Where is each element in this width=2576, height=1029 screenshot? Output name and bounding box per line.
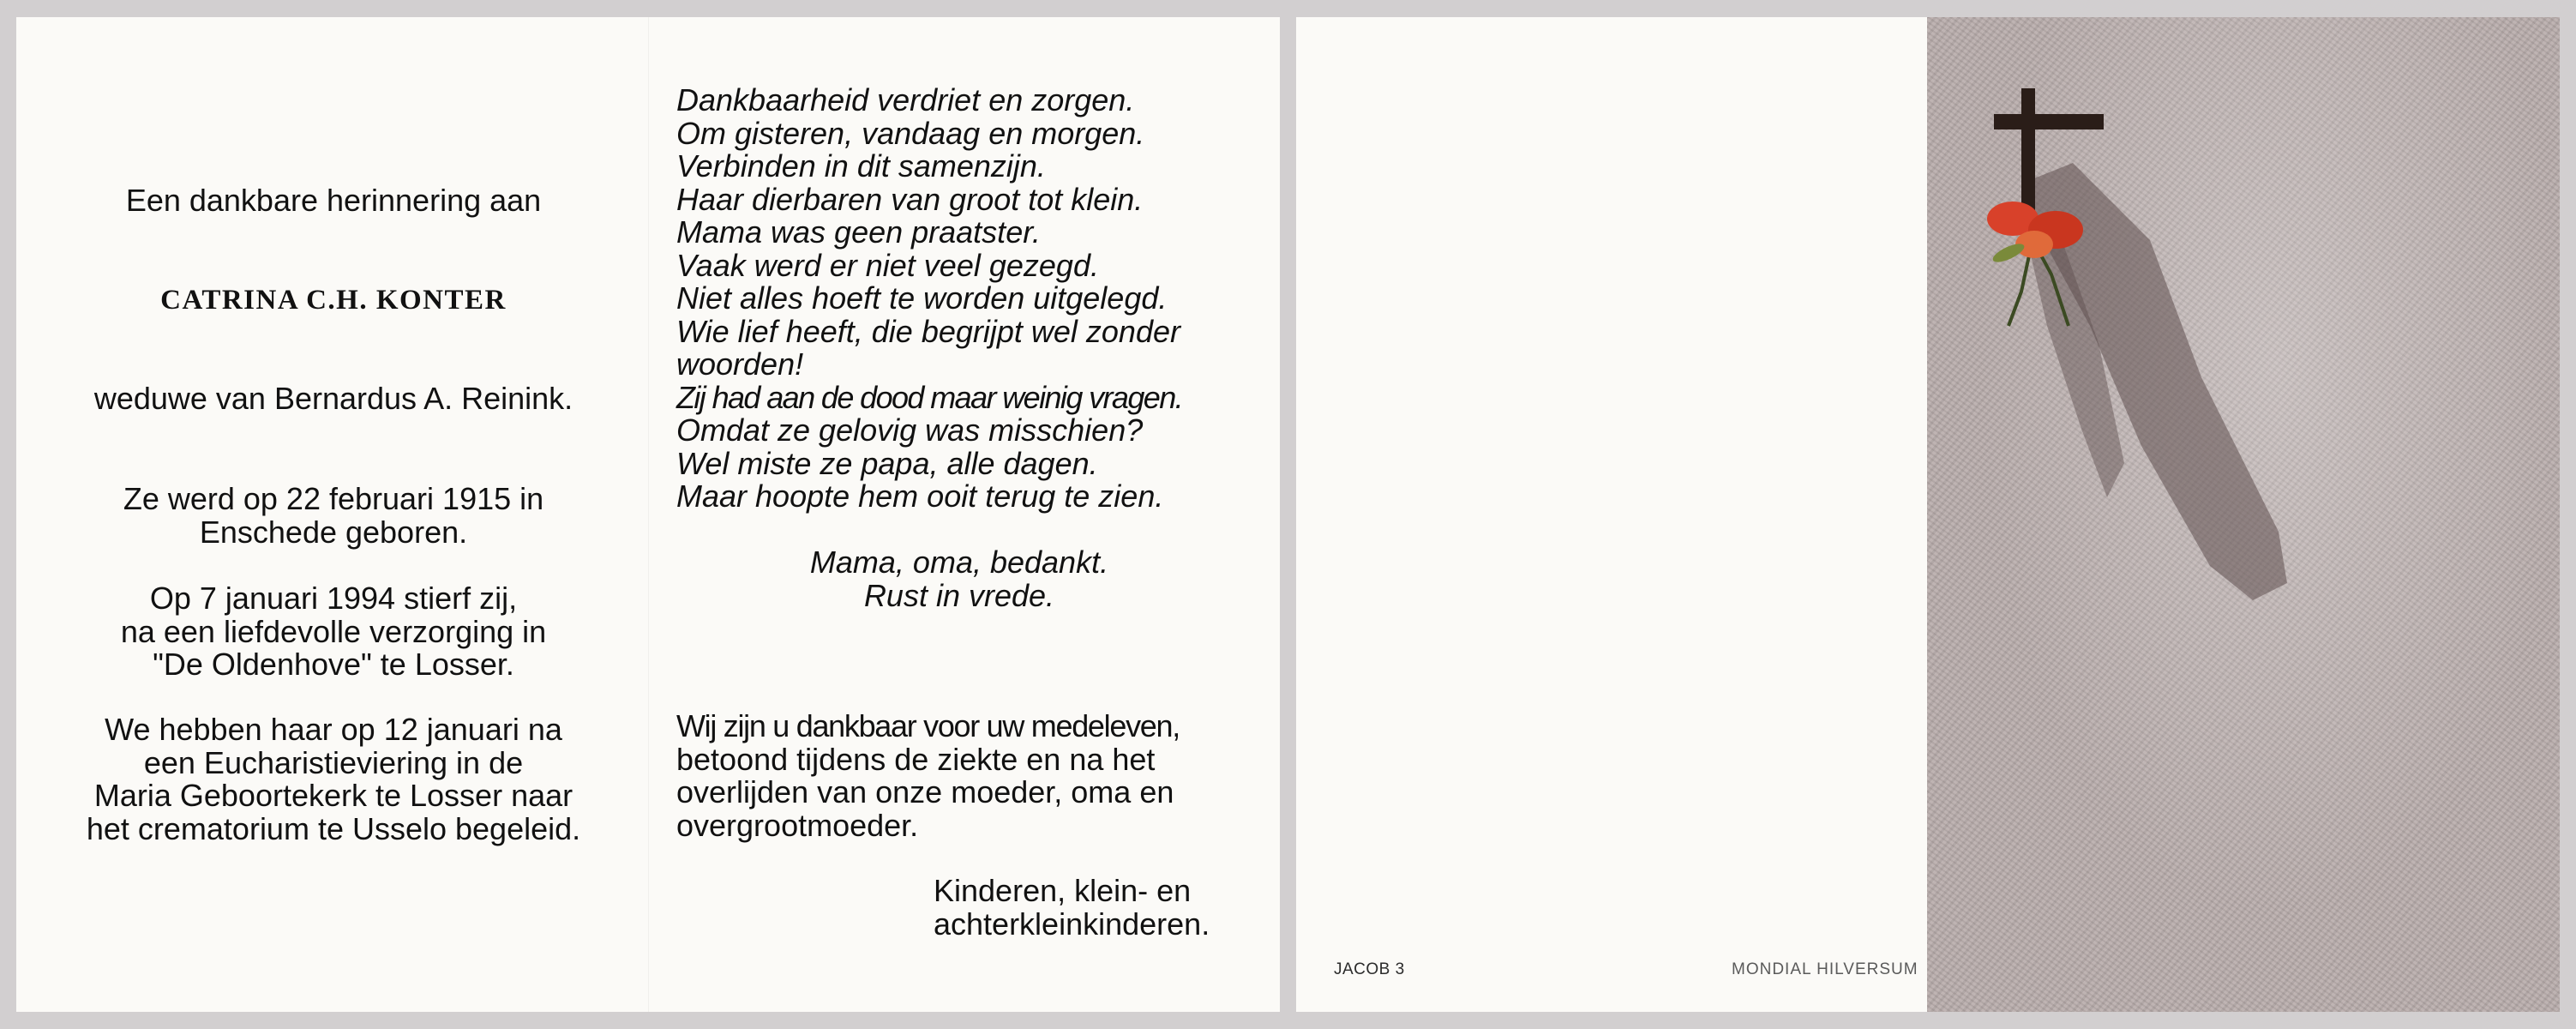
- obituary-panel: [33, 17, 633, 1012]
- funeral-line: het crematorium te Usselo begeleid.: [86, 810, 581, 846]
- funeral-line: Maria Geboortekerk te Losser naar: [93, 778, 573, 813]
- poem-line: Wie lief heeft, die begrijpt wel zonder: [676, 313, 1180, 349]
- printer-name: MONDIAL HILVERSUM: [1732, 960, 1918, 978]
- poem-panel: [676, 17, 1268, 1012]
- funeral-line: een Eucharistieviering in de: [143, 744, 524, 780]
- death-line: Op 7 januari 1994 stierf zij,: [149, 581, 518, 616]
- poem-line: Dankbaarheid verdriet en zorgen.: [676, 82, 1135, 117]
- closing-line: Rust in vrede.: [863, 577, 1055, 613]
- birth-line: Ze werd op 22 februari 1915 in: [123, 481, 544, 516]
- closing-lines: [676, 546, 1242, 612]
- poem-line: woorden!: [676, 346, 804, 382]
- poem-line: Niet alles hoeft te worden uitgelegd.: [676, 280, 1168, 316]
- intro-line: Een dankbare herinnering aan: [125, 183, 542, 218]
- poem-line: Zij had aan de dood maar weinig vragen.: [676, 379, 1183, 415]
- poem-line: Haar dierbaren van groot tot klein.: [676, 181, 1144, 217]
- deceased-name: CATRINA C.H. KONTER: [160, 285, 507, 316]
- poem-line: Vaak werd er niet veel gezegd.: [676, 247, 1099, 283]
- thanks-line: Wij zijn u dankbaar voor uw medeleven,: [676, 708, 1180, 743]
- death-line: na een liefdevolle verzorging in: [120, 613, 547, 649]
- poem: [676, 84, 1182, 514]
- poem-line: Verbinden in dit samenzijn.: [676, 148, 1046, 184]
- thanks-line: overgrootmoeder.: [676, 807, 919, 843]
- funeral-paragraph: [33, 713, 633, 845]
- cross-with-flowers-photo: [1927, 17, 2560, 1012]
- funeral-line: We hebben haar op 12 januari na: [105, 712, 562, 747]
- closing-line: Mama, oma, bedankt.: [809, 545, 1109, 580]
- card-fold: [648, 17, 649, 1012]
- death-line: "De Oldenhove" te Losser.: [153, 647, 514, 682]
- poem-line: Wel miste ze papa, alle dagen.: [676, 445, 1098, 481]
- printer-code: JACOB 3: [1334, 960, 1405, 978]
- memorial-card-outside: [1296, 17, 2560, 1012]
- signoff-line: achterkleinkinderen.: [934, 906, 1210, 942]
- poem-line: Omdat ze gelovig was misschien?: [676, 412, 1144, 448]
- widow-line: weduwe van Bernardus A. Reinink.: [93, 381, 573, 416]
- poem-line: Maar hoopte hem ooit terug te zien.: [676, 478, 1164, 514]
- signoff-line: Kinderen, klein- en: [934, 873, 1192, 908]
- birth-line: Enschede geboren.: [199, 514, 468, 550]
- memorial-card-inside: [16, 17, 1280, 1012]
- poem-line: Mama was geen praatster.: [676, 214, 1041, 250]
- thanks-line: overlijden van onze moeder, oma en: [676, 774, 1174, 809]
- poem-line: Om gisteren, vandaag en morgen.: [676, 115, 1145, 151]
- family-signoff: [934, 875, 1210, 941]
- cross-icon: [2021, 88, 2035, 217]
- cross-icon: [1994, 114, 2104, 129]
- back-panel: [1296, 17, 1927, 1012]
- cross-illustration: [1927, 17, 2560, 1012]
- birth-paragraph: [33, 483, 633, 549]
- thanks-paragraph: [676, 710, 1180, 842]
- death-paragraph: [33, 582, 633, 682]
- thanks-line: betoond tijdens de ziekte en na het: [676, 741, 1156, 777]
